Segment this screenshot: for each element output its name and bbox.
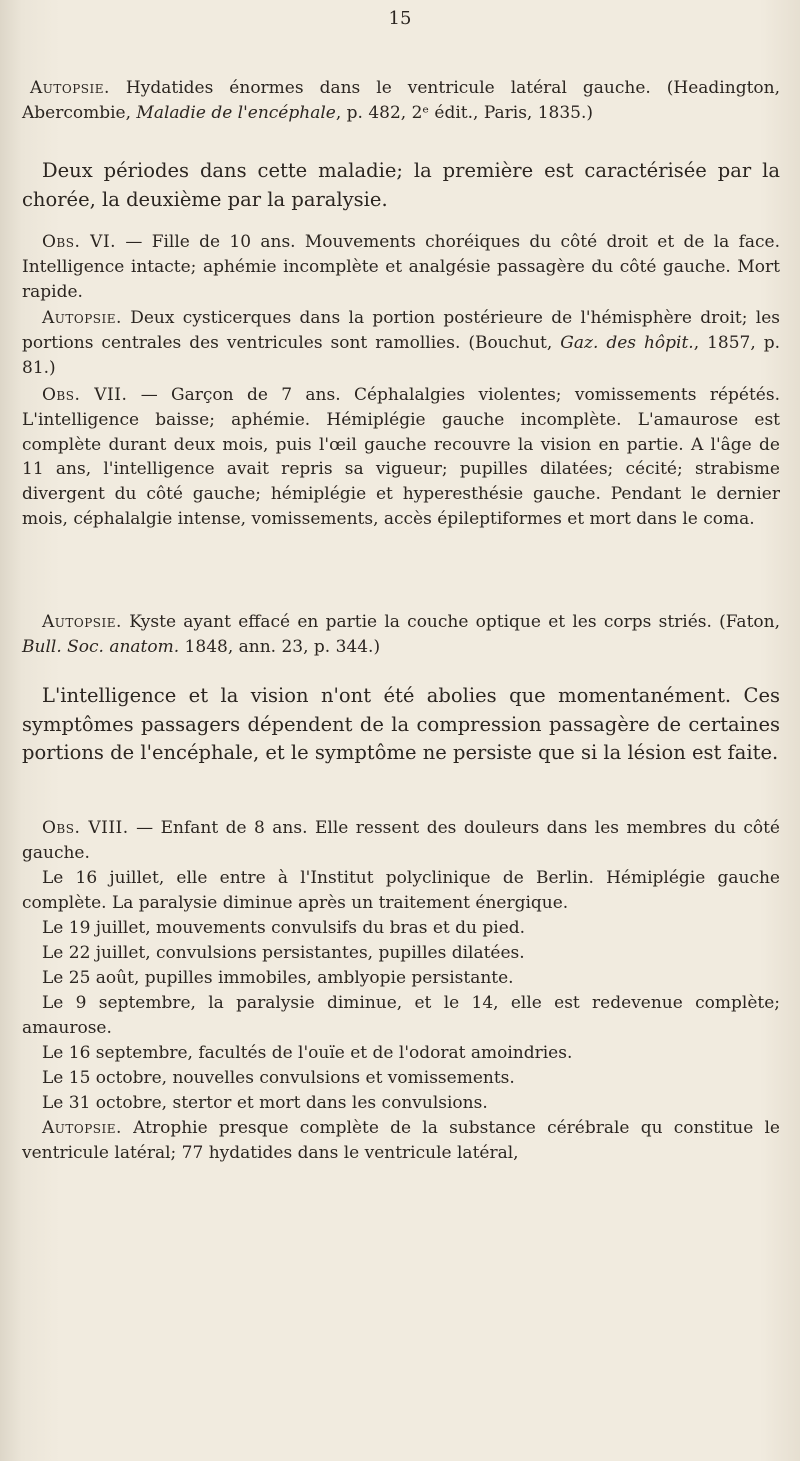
entry-16-septembre: Le 16 septembre, facultés de l'ouïe et de l'odorat amoindries. bbox=[42, 1043, 573, 1063]
entry-19-juillet: Le 19 juillet, mouvements convulsifs du bras et du pied. bbox=[42, 918, 526, 938]
body-text: — Enfant de 8 ans. Elle ressent des douleurs dans les membres du côté gauche. bbox=[22, 818, 780, 863]
body-text: Hydatides énormes dans le ventricule latéral gauche. (Headington, Abercombie, bbox=[22, 78, 780, 123]
body-text: — Garçon de 7 ans. Céphalalgies violentes; vomissements répétés. L'intelligence baisse; aphémie. Hémiplégie gauche incomplète. L'amaurose est complète durant deux mois, puis l'œil gauche recouvre la vision en partie. A l'âge de 11 ans, l'intelligence avait repris sa vigueur; pupilles dilatées; cécité; strabisme divergent du côté gauche; hémiplégie et hyperesthésie gauche. Pendant le dernier mois, céphalalgie intense, vomissements, accès épileptiformes et mort dans le coma. bbox=[22, 385, 780, 529]
lead-label: Obs. VI. bbox=[42, 232, 117, 252]
observation-7 bbox=[22, 383, 780, 532]
lead-label: Autopsie. bbox=[42, 1118, 122, 1138]
body-text: Atrophie presque complète de la substance cérébrale qu constitue le ventricule latéral; 77 hydatides dans le ventricule latéral, bbox=[22, 1118, 780, 1163]
autopsie-paragraph-4 bbox=[22, 1116, 780, 1166]
autopsie-paragraph-1 bbox=[22, 76, 780, 126]
observation-8 bbox=[22, 816, 780, 866]
lead-label: Obs. VII. bbox=[42, 385, 128, 405]
autopsie-paragraph-2 bbox=[22, 306, 780, 380]
entry-25-aout: Le 25 août, pupilles immobiles, amblyopie persistante. bbox=[42, 968, 514, 988]
lead-label: Autopsie. bbox=[30, 78, 110, 98]
entry-16-juillet: Le 16 juillet, elle entre à l'Institut polyclinique de Berlin. Hémiplégie gauche complète. La paralysie diminue après un traitement énergique. bbox=[22, 868, 780, 913]
body-text: — Fille de 10 ans. Mouvements choréiques du côté droit et de la face. Intelligence intacte; aphémie incomplète et analgésie passagère du côté gauche. Mort rapide. bbox=[22, 232, 780, 302]
autopsie-paragraph-3 bbox=[22, 610, 780, 660]
citation-tail: , 1857, p. 81.) bbox=[22, 332, 781, 378]
entry-15-octobre: Le 15 octobre, nouvelles convulsions et vomissements. bbox=[42, 1068, 515, 1088]
body-text: Kyste ayant effacé en partie la couche optique et les corps striés. (Faton, bbox=[121, 612, 780, 632]
citation-title: Maladie de l'encéphale bbox=[136, 102, 336, 123]
citation-tail: 1848, ann. 23, p. 344.) bbox=[179, 636, 381, 657]
summary-paragraph-1: Deux périodes dans cette maladie; la première est caractérisée par la chorée, la deuxième par la paralysie. bbox=[22, 159, 780, 211]
entry-31-octobre: Le 31 octobre, stertor et mort dans les convulsions. bbox=[42, 1093, 488, 1113]
entry-9-septembre: Le 9 septembre, la paralysie diminue, et le 14, elle est redevenue complète; amaurose. bbox=[22, 993, 780, 1038]
lead-label: Autopsie. bbox=[42, 308, 122, 328]
citation-tail: , p. 482, 2ᵉ édit., Paris, 1835.) bbox=[335, 102, 594, 123]
citation-title: Bull. Soc. anatom. bbox=[22, 636, 180, 657]
lead-label: Autopsie. bbox=[42, 612, 122, 632]
page-number: 15 bbox=[388, 8, 412, 29]
citation-title: Gaz. des hôpit. bbox=[560, 332, 694, 353]
summary-paragraph-2: L'intelligence et la vision n'ont été abolies que momentanément. Ces symptômes passagers dépendent de la compression passagère de certaines portions de l'encéphale, et le symptôme ne persiste que si la lésion est faite. bbox=[22, 684, 780, 764]
observation-6 bbox=[22, 230, 780, 304]
lead-label: Obs. VIII. bbox=[42, 818, 129, 838]
entry-22-juillet: Le 22 juillet, convulsions persistantes, pupilles dilatées. bbox=[42, 943, 525, 963]
body-text: Deux cysticerques dans la portion postérieure de l'hémisphère droit; les portions centrales des ventricules sont ramollies. (Bouchut, bbox=[22, 308, 780, 353]
